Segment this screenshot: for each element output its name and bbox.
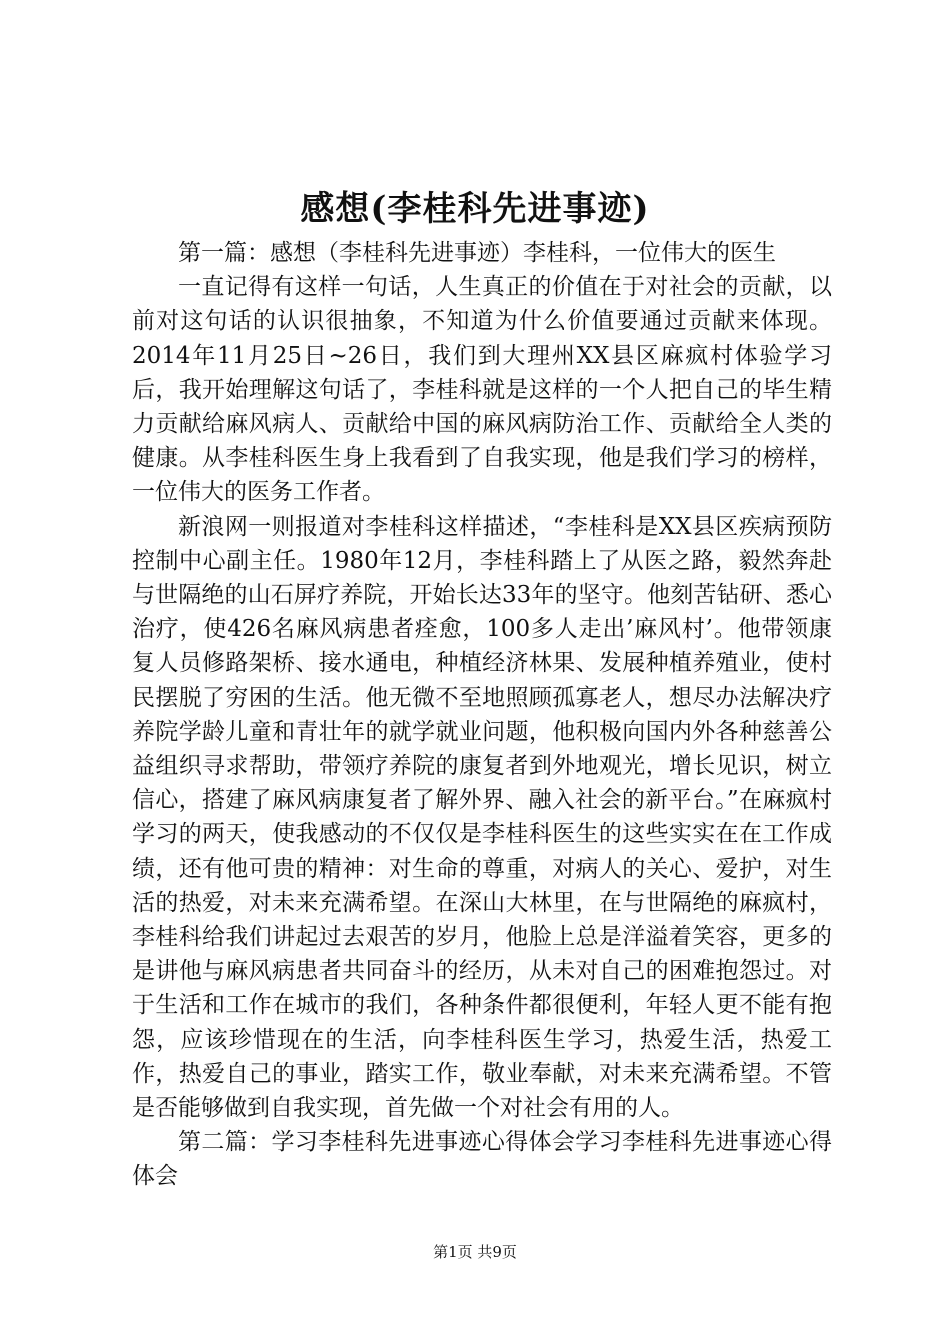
paragraph-value-of-life: 一直记得有这样一句话，人生真正的价值在于对社会的贡献，以前对这句话的认识很抽象，不知道为什么价值要通过贡献来体现。2014年11月25日~26日，我们到大理州XX县区麻疯村体验学习后，我开始理解这句话了，李桂科就是这样的一个人把自己的毕生精力贡献给麻风病人、贡献给中国的麻风病防治工作、贡献给全人类的健康。从李桂科医生身上我看到了自我实现，他是我们学习的榜样，一位伟大的医务工作者。 xyxy=(132,274,832,506)
paragraph-part-two-heading: 第二篇：学习李桂科先进事迹心得体会学习李桂科先进事迹心得体会 xyxy=(132,1129,832,1190)
document-title: 感想(李桂科先进事迹) xyxy=(300,189,650,229)
document-body xyxy=(132,236,832,1194)
paragraph-sina-report: 新浪网一则报道对李桂科这样描述，“李桂科是XX县区疾病预防控制中心副主任。1980年12月，李桂科踏上了从医之路，毅然奔赴与世隔绝的山石屏疗养院，开始长达33年的坚守。他刻苦钻研、悉心治疗，使426名麻风病患者痊愈，100多人走出’麻风村’。他带领康复人员修路架桥、接水通电，种植经济林果、发展种植养殖业，使村民摆脱了穷困的生活。他无微不至地照顾孤寡老人，想尽办法解决疗养院学龄儿童和青壮年的就学就业问题，他积极向国内外各种慈善公益组织寻求帮助，带领疗养院的康复者到外地观光，增长见识，树立信心，搭建了麻风病康复者了解外界、融入社会的新平台。”在麻疯村学习的两天，使我感动的不仅仅是李桂科医生的这些实实在在工作成绩，还有他可贵的精神：对生命的尊重，对病人的关心、爱护，对生活的热爱，对未来充满希望。在深山大林里，在与世隔绝的麻疯村，李桂科给我们讲起过去艰苦的岁月，他脸上总是洋溢着笑容，更多的是讲他与麻风病患者共同奋斗的经历，从未对自己的困难抱怨过。对于生活和工作在城市的我们，各种条件都很便利，年轻人更不能有抱怨，应该珍惜现在的生活，向李桂科医生学习，热爱生活，热爱工作，热爱自己的事业，踏实工作，敬业奉献，对未来充满希望。不管是否能够做到自我实现，首先做一个对社会有用的人。 xyxy=(132,513,832,1122)
page-footer: 第1页 共9页 xyxy=(433,1243,517,1261)
paragraph-part-one-heading: 第一篇：感想（李桂科先进事迹）李桂科，一位伟大的医生 xyxy=(178,240,776,266)
